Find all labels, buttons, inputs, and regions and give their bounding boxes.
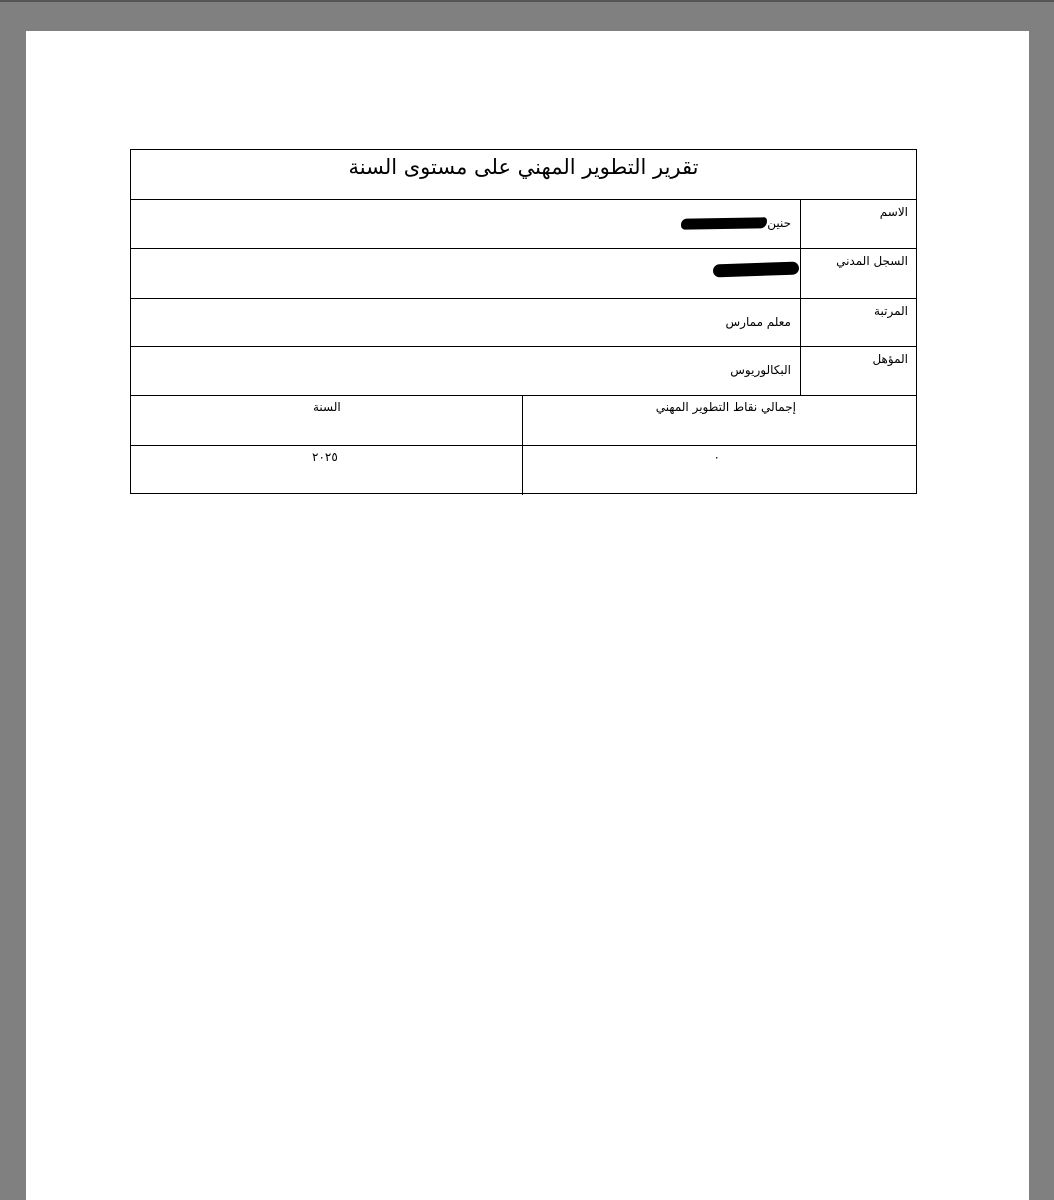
report-table (130, 149, 917, 494)
total-points-label: إجمالي نقاط التطوير المهني (655, 400, 796, 414)
qualification-row (131, 347, 916, 396)
qualification-value: البكالوريوس (730, 363, 791, 377)
name-value: حنين (767, 216, 791, 230)
summary-header-row (131, 396, 916, 446)
rank-value: معلم ممارس (725, 315, 791, 329)
year-label: السنة (313, 400, 341, 414)
name-label: الاسم (800, 200, 916, 248)
name-row (131, 200, 916, 249)
civil-id-row (131, 249, 916, 299)
year-value-cell (131, 446, 524, 495)
total-points-value-cell (522, 446, 916, 495)
redaction-mark (713, 262, 799, 278)
total-points-header-cell (522, 396, 916, 445)
redaction-mark (681, 217, 767, 229)
qualification-label: المؤهل (800, 347, 916, 395)
report-title: تقرير التطوير المهني على مستوى السنة (348, 155, 699, 179)
year-value: ٢٠٢٥ (312, 450, 338, 464)
summary-values-row (131, 446, 916, 495)
civil-id-label: السجل المدني (800, 249, 916, 298)
window-top-edge (0, 0, 1054, 2)
civil-id-value-cell (131, 249, 802, 298)
document-page (26, 31, 1029, 1200)
title-row (131, 150, 916, 200)
total-points-value: ٠ (713, 450, 720, 464)
year-header-cell (131, 396, 524, 445)
rank-label: المرتبة (800, 299, 916, 346)
name-value-cell (131, 200, 802, 248)
rank-row (131, 299, 916, 347)
